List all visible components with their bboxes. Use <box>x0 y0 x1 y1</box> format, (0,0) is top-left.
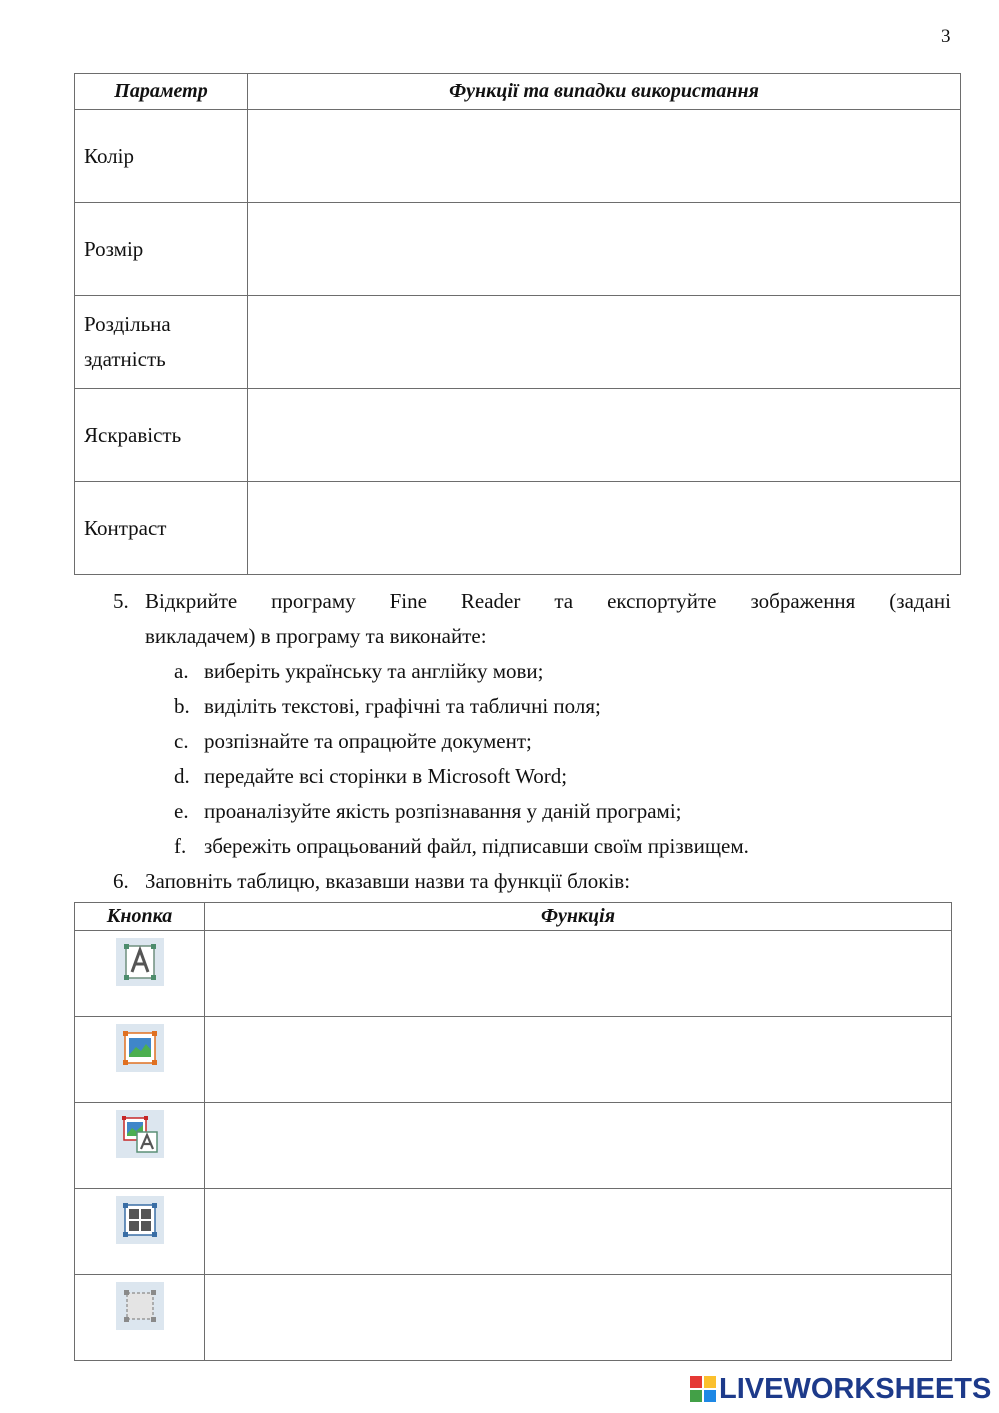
answer-cell[interactable] <box>248 296 961 389</box>
picture-area-icon <box>116 1024 164 1072</box>
logo-blocks-icon <box>690 1376 716 1402</box>
table-row <box>75 203 961 296</box>
subtask-text: передайте всі сторінки в Microsoft Word; <box>204 764 568 788</box>
subtask-letter: c. <box>174 729 189 753</box>
param-label: Розмір <box>75 203 248 296</box>
subtask-text: проаналізуйте якість розпізнавання у даній програмі; <box>204 799 682 823</box>
header-param: Параметр <box>75 74 248 110</box>
parameters-table <box>74 73 961 575</box>
task-text: викладачем) в програму та виконайте: <box>145 624 487 648</box>
subtask-letter: e. <box>174 799 189 823</box>
table-row <box>75 389 961 482</box>
mixed-area-icon <box>116 1110 164 1158</box>
table-row <box>75 1103 952 1189</box>
answer-cell[interactable] <box>248 389 961 482</box>
answer-cell[interactable] <box>248 203 961 296</box>
table-row <box>75 296 961 389</box>
subtask-text: розпізнайте та опрацюйте документ; <box>204 729 532 753</box>
table-header-row <box>75 903 952 931</box>
task-text: Заповніть таблицю, вказавши назви та функції блоків: <box>145 869 631 893</box>
answer-cell[interactable] <box>205 1103 952 1189</box>
answer-cell[interactable] <box>205 931 952 1017</box>
param-label <box>75 296 248 389</box>
answer-cell[interactable] <box>248 482 961 575</box>
table-row <box>75 931 952 1017</box>
text-area-icon <box>116 938 164 986</box>
header-button: Кнопка <box>75 903 205 931</box>
table-header-row <box>75 74 961 110</box>
answer-cell[interactable] <box>205 1017 952 1103</box>
param-label-line: Роздільна <box>84 312 171 336</box>
subtask-letter: f. <box>174 834 187 858</box>
task-text: Відкрийте програму Fine Reader та експортуйте зображення (задані <box>145 589 951 613</box>
table-row <box>75 1275 952 1361</box>
subtask-text: збережіть опрацьований файл, підписавши своїм прізвищем. <box>204 834 749 858</box>
subtask-letter: a. <box>174 659 189 683</box>
logo-text: LIVEWORKSHEETS <box>719 1372 992 1405</box>
param-label: Контраст <box>75 482 248 575</box>
task-number: 5. <box>113 589 129 613</box>
subtask-letter: b. <box>174 694 190 718</box>
subtask-text: виберіть українську та англійку мови; <box>204 659 544 683</box>
answer-cell[interactable] <box>205 1189 952 1275</box>
subtask-text: виділіть текстові, графічні та табличні поля; <box>204 694 601 718</box>
page-number: 3 <box>941 26 951 47</box>
header-functions: Функції та випадки використання <box>248 74 961 110</box>
subtask-letter: d. <box>174 764 190 788</box>
table-row <box>75 482 961 575</box>
buttons-table <box>74 902 952 1361</box>
liveworksheets-logo <box>690 1373 991 1405</box>
table-area-icon <box>116 1196 164 1244</box>
table-row <box>75 1189 952 1275</box>
param-label: Колір <box>75 110 248 203</box>
background-area-icon <box>116 1282 164 1330</box>
table-row <box>75 110 961 203</box>
param-label: Яскравість <box>75 389 248 482</box>
header-function: Функція <box>205 903 952 931</box>
param-label-line: здатність <box>84 347 166 371</box>
task-number: 6. <box>113 869 129 893</box>
answer-cell[interactable] <box>205 1275 952 1361</box>
table-row <box>75 1017 952 1103</box>
answer-cell[interactable] <box>248 110 961 203</box>
